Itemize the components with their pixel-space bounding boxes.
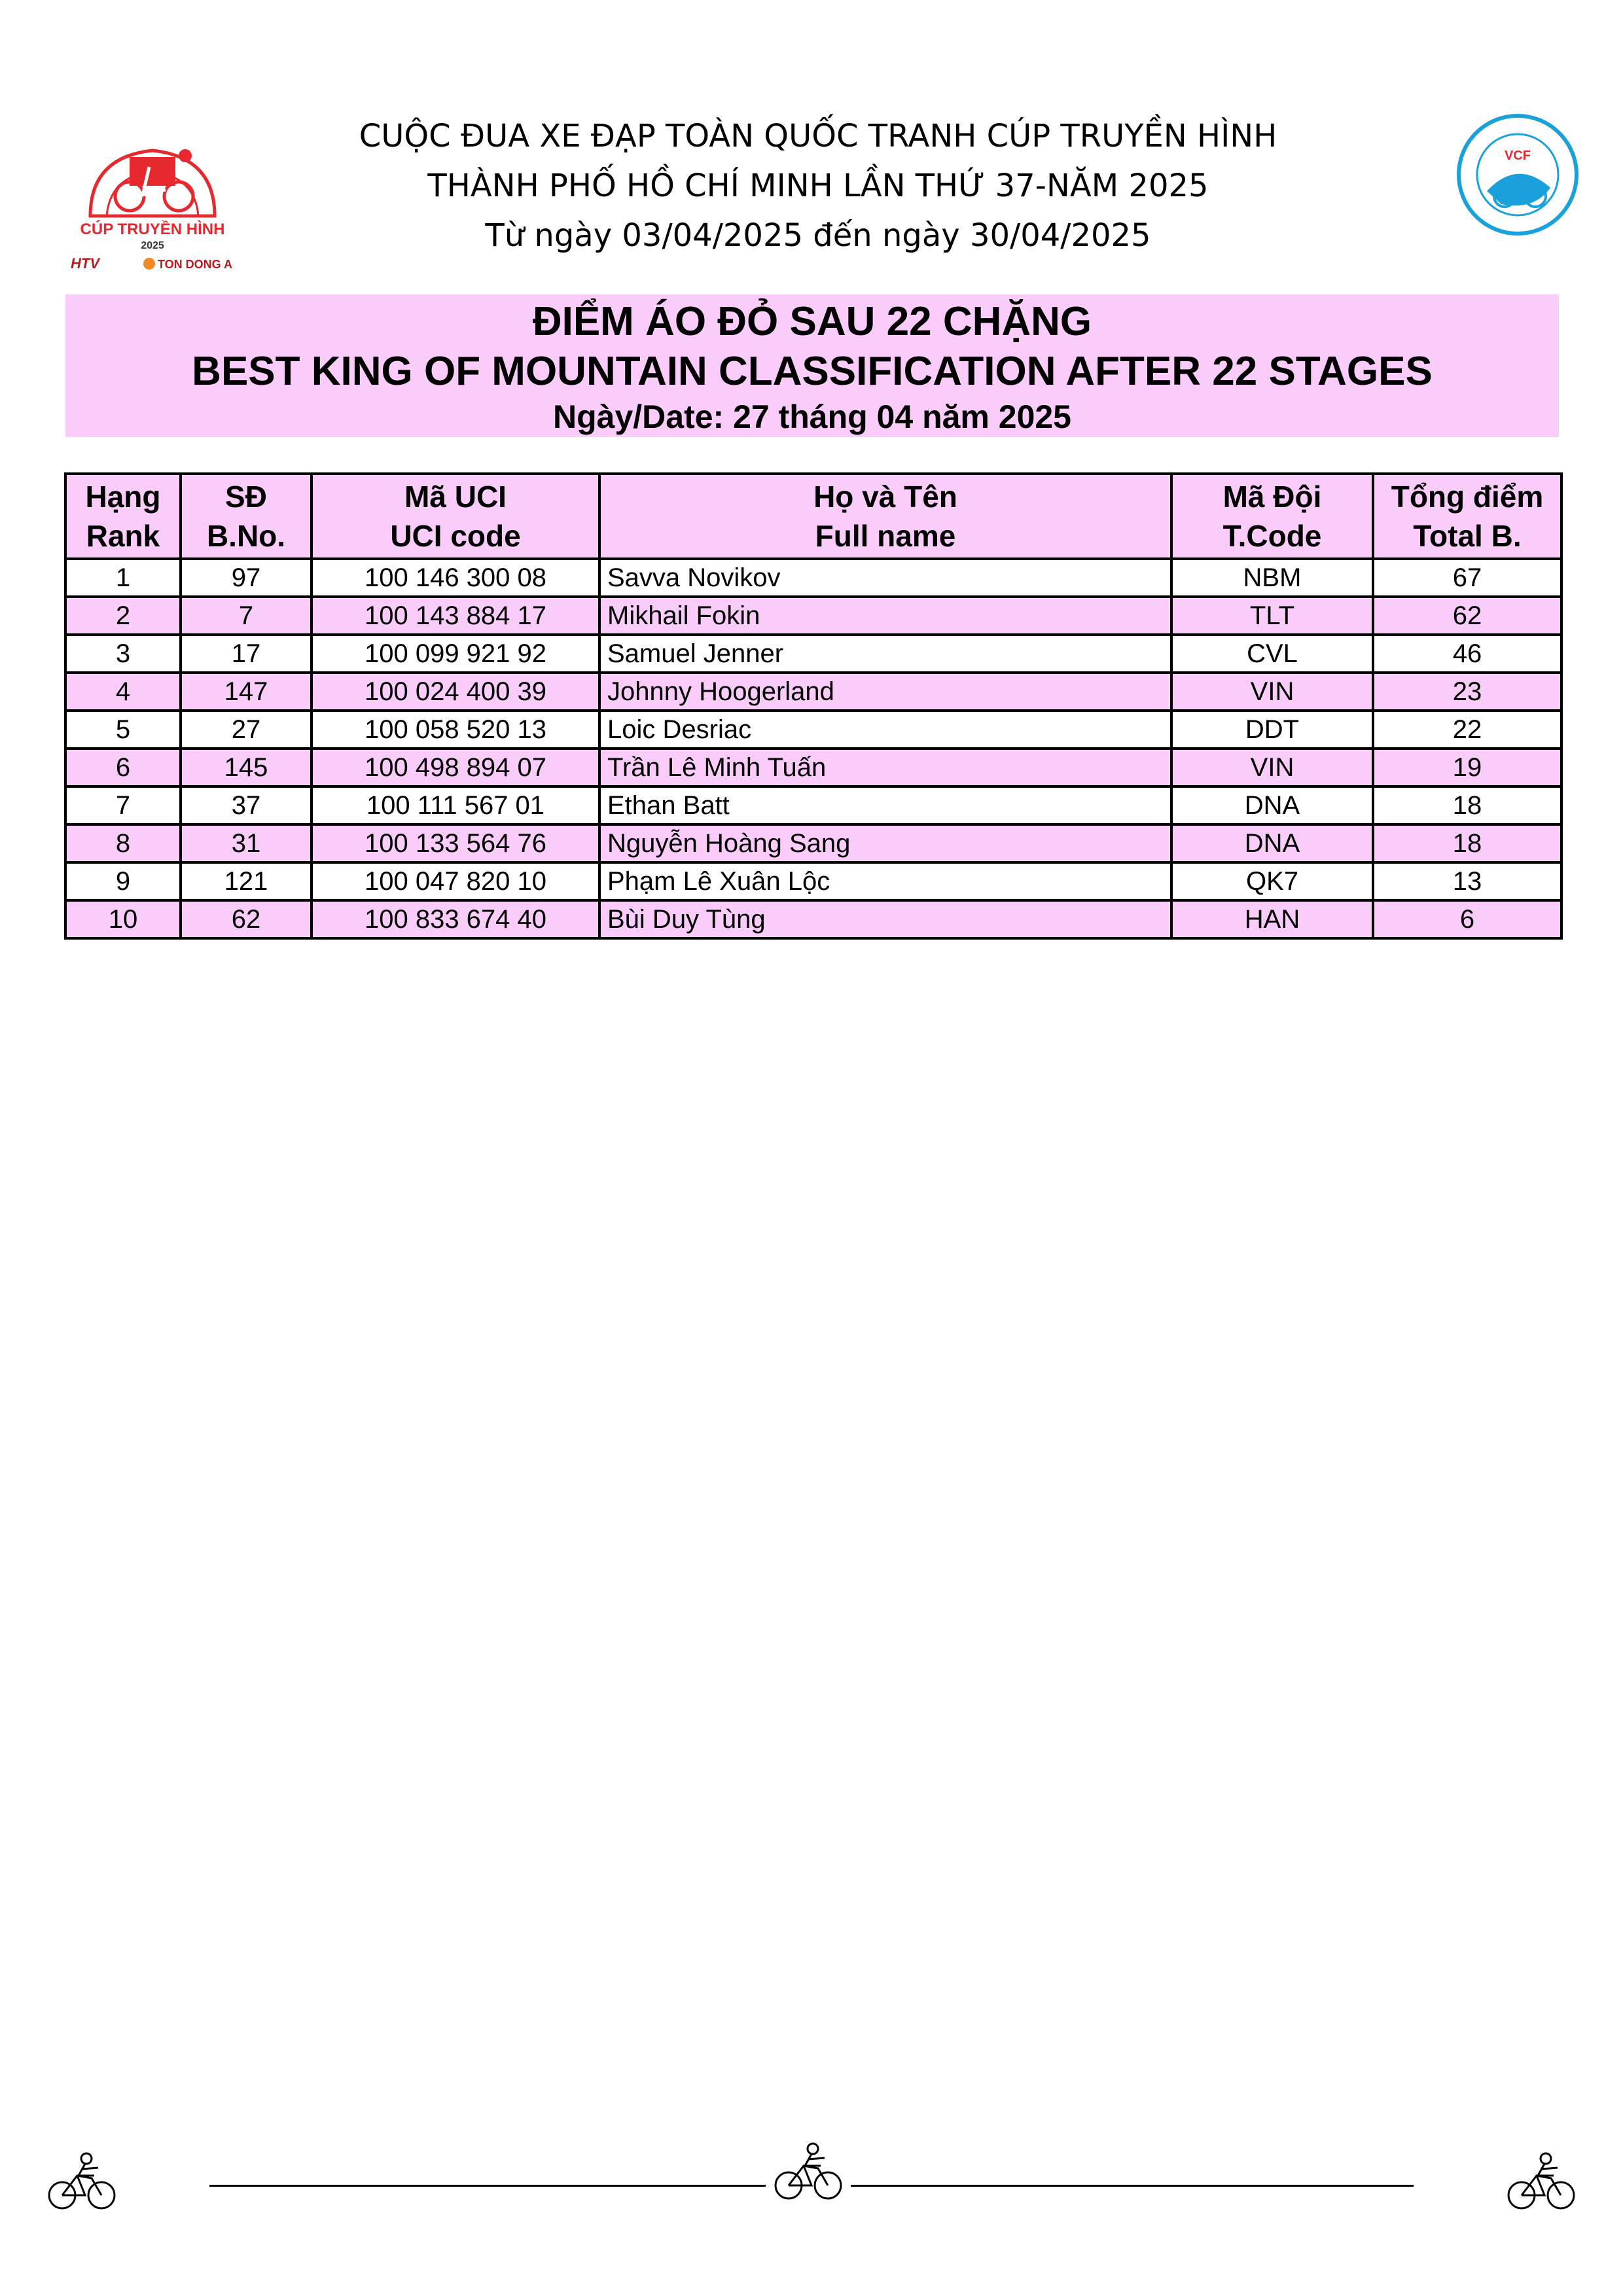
cell-rank: 8: [65, 824, 181, 862]
table-row: [65, 900, 1561, 938]
cell-team: VIN: [1171, 749, 1373, 786]
cell-name: Bùi Duy Tùng: [599, 900, 1171, 938]
cell-name: Nguyễn Hoàng Sang: [599, 824, 1171, 862]
cell-rank: 5: [65, 711, 181, 749]
cell-team: DNA: [1171, 786, 1373, 824]
cell-total: 22: [1373, 711, 1561, 749]
table-row: [65, 862, 1561, 900]
cell-bib: 31: [181, 824, 312, 862]
table-row: [65, 824, 1561, 862]
cell-rank: 2: [65, 597, 181, 635]
title-vn: ĐIỂM ÁO ĐỎ SAU 22 CHẶNG: [532, 299, 1092, 344]
header-rank: Hạng Rank: [65, 474, 181, 559]
table-row: [65, 635, 1561, 673]
event-subtitle: THÀNH PHỐ HỒ CHÍ MINH LẦN THỨ 37-NĂM 2025: [427, 168, 1209, 204]
cell-total: 19: [1373, 749, 1561, 786]
cell-team: NBM: [1171, 559, 1373, 597]
cell-uci: 100 047 820 10: [312, 862, 599, 900]
table-row: [65, 673, 1561, 711]
cell-name: Loic Desriac: [599, 711, 1171, 749]
cell-name: Trần Lê Minh Tuấn: [599, 749, 1171, 786]
cell-team: DDT: [1171, 711, 1373, 749]
cell-uci: 100 111 567 01: [312, 786, 599, 824]
cell-uci: 100 143 884 17: [312, 597, 599, 635]
cell-bib: 17: [181, 635, 312, 673]
cell-bib: 121: [181, 862, 312, 900]
cell-name: Samuel Jenner: [599, 635, 1171, 673]
footer-divider-right: [851, 2185, 1414, 2187]
header-name: Họ và Tên Full name: [599, 474, 1171, 559]
cell-bib: 147: [181, 673, 312, 711]
header-bib: SĐ B.No.: [181, 474, 312, 559]
cyclist-icon: [772, 2140, 844, 2205]
logo-title: CÚP TRUYỀN HÌNH: [80, 221, 225, 238]
title-en: BEST KING OF MOUNTAIN CLASSIFICATION AFTER 22 STAGES: [192, 349, 1433, 394]
table-row: [65, 749, 1561, 786]
cell-uci: 100 833 674 40: [312, 900, 599, 938]
vcf-logo: [1455, 113, 1580, 237]
footer-divider-left: [209, 2185, 766, 2187]
cell-rank: 3: [65, 635, 181, 673]
cell-total: 62: [1373, 597, 1561, 635]
cell-uci: 100 058 520 13: [312, 711, 599, 749]
cell-uci: 100 024 400 39: [312, 673, 599, 711]
cell-team: DNA: [1171, 824, 1373, 862]
cell-total: 18: [1373, 824, 1561, 862]
table-row: [65, 597, 1561, 635]
cell-uci: 100 146 300 08: [312, 559, 599, 597]
cell-bib: 27: [181, 711, 312, 749]
cell-bib: 97: [181, 559, 312, 597]
cell-bib: 7: [181, 597, 312, 635]
cyclist-icon: [46, 2149, 118, 2215]
title-date: Ngày/Date: 27 tháng 04 năm 2025: [553, 398, 1071, 435]
table-row: [65, 711, 1561, 749]
cell-total: 13: [1373, 862, 1561, 900]
table-header-row: [65, 474, 1561, 559]
cell-name: Ethan Batt: [599, 786, 1171, 824]
logo-sponsor-tondonga: TON DONG A: [158, 258, 233, 271]
cell-bib: 62: [181, 900, 312, 938]
cell-rank: 1: [65, 559, 181, 597]
header-uci: Mã UCI UCI code: [312, 474, 599, 559]
cell-name: Mikhail Fokin: [599, 597, 1171, 635]
cell-uci: 100 099 921 92: [312, 635, 599, 673]
cell-bib: 37: [181, 786, 312, 824]
cell-rank: 6: [65, 749, 181, 786]
cell-total: 18: [1373, 786, 1561, 824]
cell-name: Johnny Hoogerland: [599, 673, 1171, 711]
cell-name: Savva Novikov: [599, 559, 1171, 597]
cell-bib: 145: [181, 749, 312, 786]
cell-team: TLT: [1171, 597, 1373, 635]
cell-team: HAN: [1171, 900, 1373, 938]
classification-title-band: [65, 294, 1559, 437]
cell-rank: 10: [65, 900, 181, 938]
logo-year: 2025: [141, 240, 164, 251]
logo-sponsor-htv: HTV: [71, 255, 99, 272]
header-total: Tổng điểm Total B.: [1373, 474, 1561, 559]
vcf-logo-text: VCF: [1505, 149, 1531, 163]
cell-total: 23: [1373, 673, 1561, 711]
cup-truyen-hinh-logo: [51, 118, 254, 275]
cell-team: CVL: [1171, 635, 1373, 673]
cell-total: 6: [1373, 900, 1561, 938]
cell-total: 67: [1373, 559, 1561, 597]
cell-rank: 9: [65, 862, 181, 900]
cell-rank: 4: [65, 673, 181, 711]
cyclist-icon: [1505, 2149, 1577, 2215]
cell-uci: 100 133 564 76: [312, 824, 599, 862]
cell-total: 46: [1373, 635, 1561, 673]
cell-team: QK7: [1171, 862, 1373, 900]
event-dates: Từ ngày 03/04/2025 đến ngày 30/04/2025: [485, 217, 1151, 254]
cell-uci: 100 498 894 07: [312, 749, 599, 786]
classification-table: [64, 472, 1563, 940]
event-header: [281, 111, 1355, 260]
cell-name: Phạm Lê Xuân Lộc: [599, 862, 1171, 900]
cell-rank: 7: [65, 786, 181, 824]
header-team: Mã Đội T.Code: [1171, 474, 1373, 559]
event-title: CUỘC ĐUA XE ĐẠP TOÀN QUỐC TRANH CÚP TRUYỀN HÌNH: [359, 118, 1277, 154]
table-row: [65, 559, 1561, 597]
table-row: [65, 786, 1561, 824]
cell-team: VIN: [1171, 673, 1373, 711]
